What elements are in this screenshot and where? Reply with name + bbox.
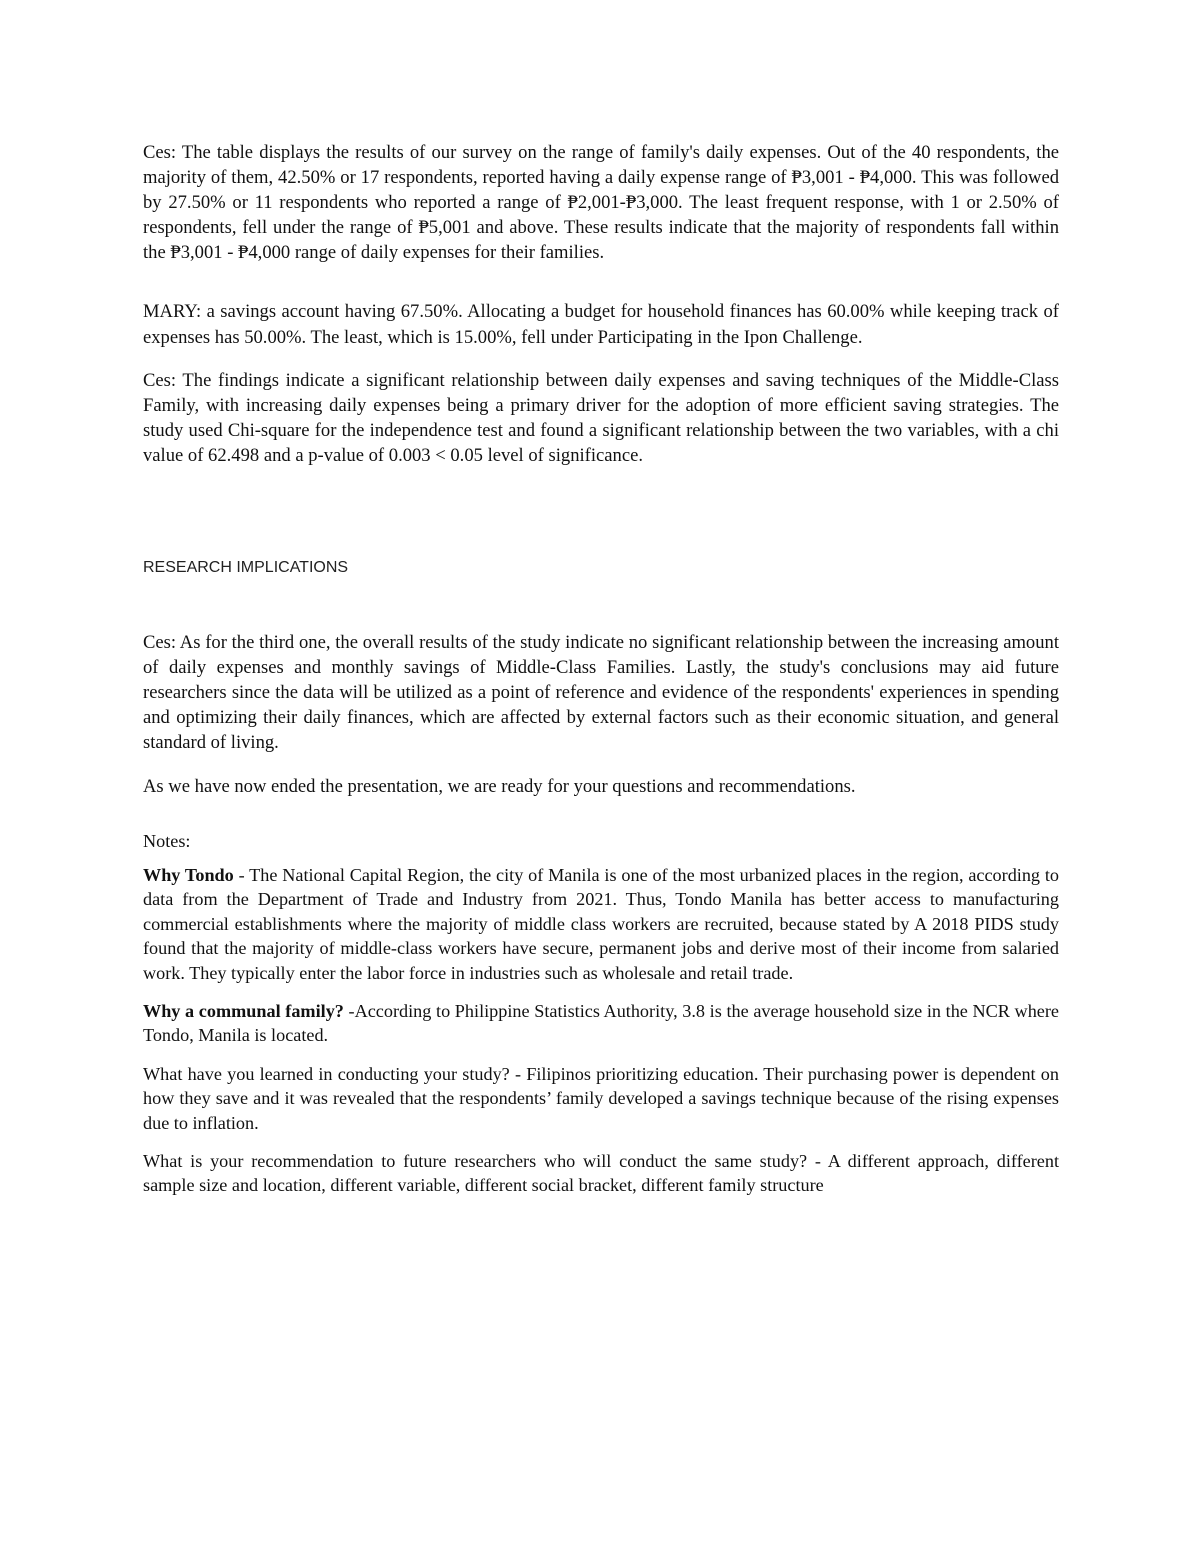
note-why-tondo <box>143 863 1059 985</box>
note-communal-family-text: -According to Philippine Statistics Authority, 3.8 is the average household size in the NCR where Tondo, Manila is located. <box>143 1001 1059 1046</box>
paragraph-daily-expenses: Ces: The table displays the results of our survey on the range of family's daily expenses. Out of the 40 respondents, the majority of them, 42.50% or 17 respondents, reported having a daily expense range of ₱3,001 - ₱4,000. This was followed by 27.50% or 11 respondents who reported a range of ₱2,001-₱3,000. The least frequent response, with 1 or 2.50% of respondents, fell under the range of ₱5,001 and above. These results indicate that the majority of respondents fall within the ₱3,001 - ₱4,000 range of daily expenses for their families. <box>143 142 1059 264</box>
note-why-tondo-text: - The National Capital Region, the city of Manila is one of the most urbanized places in the region, according to data from the Department of Trade and Industry from 2021. Thus, Tondo Manila has better access to manufacturing commercial establishments where the majority of middle class workers are recruited, because stated by A 2018 PIDS study found that the majority of middle-class workers have secure, permanent jobs and derive most of their income from salaried work. They typically enter the labor force in industries such as wholesale and retail trade. <box>143 865 1060 983</box>
note-why-tondo-title: Why Tondo <box>143 865 234 885</box>
paragraph-findings: Ces: The findings indicate a significant relationship between daily expenses and saving techniques of the Middle-Class Family, with increasing daily expenses being a primary driver for the adoption of more efficient saving strategies. The study used Chi-square for the independence test and found a significant relationship between the two variables, with a chi value of 62.498 and a p-value of 0.003 < 0.05 level of significance. <box>143 369 1059 466</box>
paragraph-implications: Ces: As for the third one, the overall results of the study indicate no significant relationship between the increasing amount of daily expenses and monthly savings of Middle-Class Families. Lastly, the study's conclusions may aid future researchers since the data will be utilized as a point of reference and evidence of the respondents' experiences in spending and optimizing their daily finances, which are affected by external factors such as their economic situation, and general standard of living. <box>143 632 1059 754</box>
section-heading-research-implications: RESEARCH IMPLICATIONS <box>143 559 349 577</box>
note-communal-family-title: Why a communal family? <box>143 1001 344 1022</box>
note-communal-family <box>143 999 1059 1048</box>
paragraph-closing: As we have now ended the presentation, we are ready for your questions and recommendations. <box>143 775 856 797</box>
document-page <box>143 140 1059 1198</box>
note-recommendation: What is your recommendation to future researchers who will conduct the same study? - A different approach, different sample size and location, different variable, different social bracket, different family structure <box>143 1151 1059 1196</box>
paragraph-mary-savings: MARY: a savings account having 67.50%. Allocating a budget for household finances has 60.00% while keeping track of expenses has 50.00%. The least, which is 15.00%, fell under Participating in the Ipon Challenge. <box>143 301 1059 348</box>
notes-section <box>143 829 1059 1198</box>
note-learned: What have you learned in conducting your study? - Filipinos prioritizing education. Their purchasing power is dependent on how they save and it was revealed that the respondents’ family developed a savings technique because of the rising expenses due to inflation. <box>143 1063 1059 1133</box>
notes-label: Notes: <box>143 830 191 851</box>
